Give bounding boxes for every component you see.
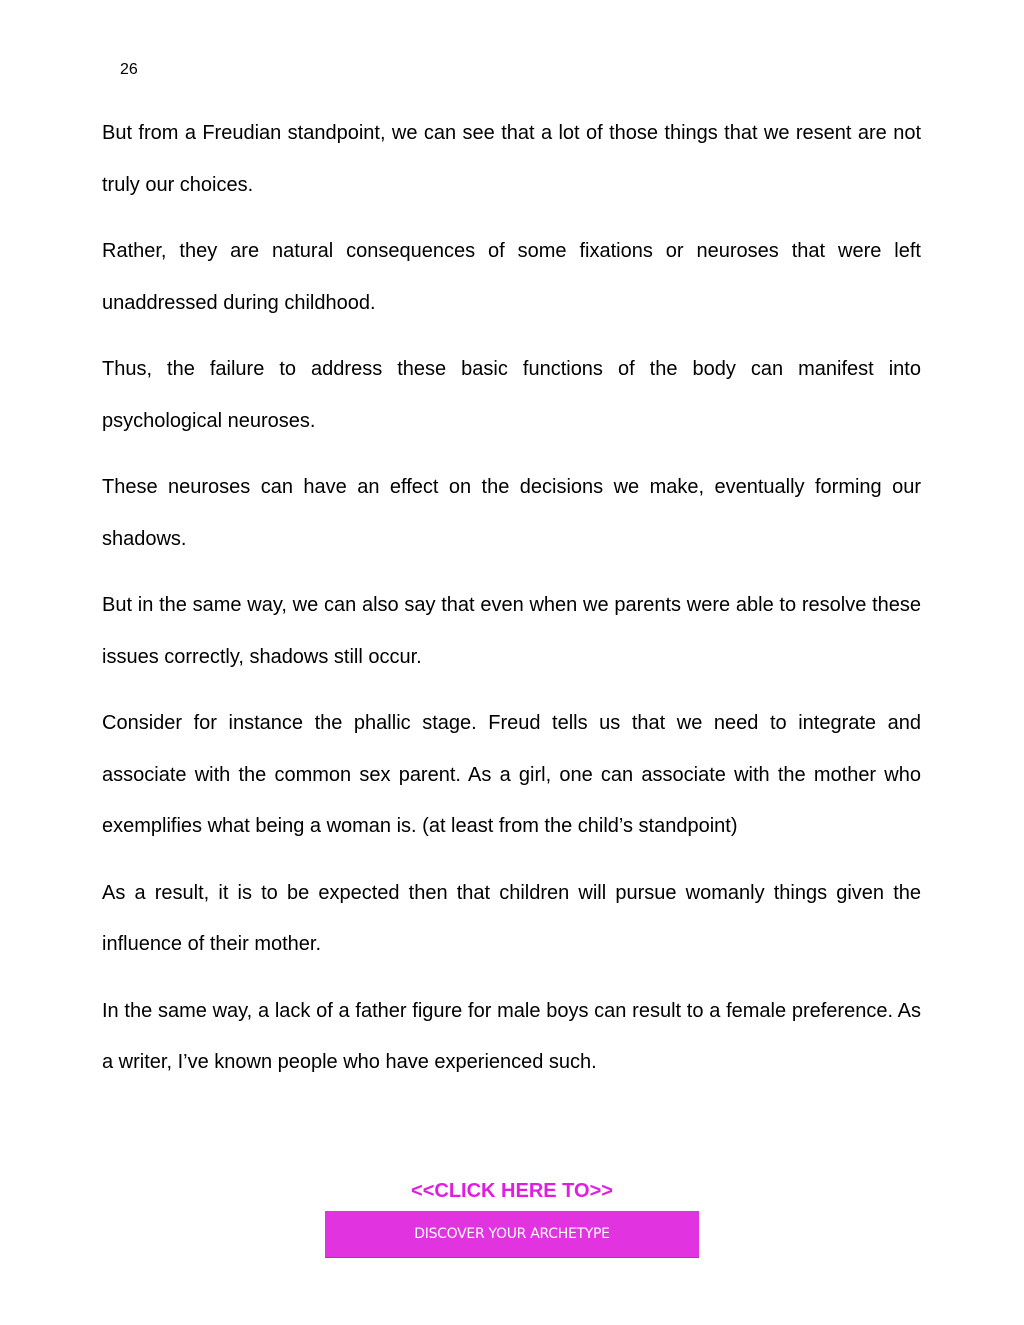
paragraph: Rather, they are natural consequences of some fixations or neuroses that were left unaddressed during childhood. — [102, 240, 921, 314]
paragraph: Thus, the failure to address these basic functions of the body can manifest into psychological neuroses. — [102, 358, 921, 432]
cta-link[interactable]: <<CLICK HERE TO>> — [411, 1180, 613, 1202]
paragraph: But in the same way, we can also say that even when we parents were able to resolve these issues correctly, shadows still occur. — [102, 594, 921, 668]
paragraph: As a result, it is to be expected then that children will pursue womanly things given the influence of their mother. — [102, 881, 921, 955]
page-number: 26 — [120, 61, 138, 78]
paragraph: These neuroses can have an effect on the decisions we make, eventually forming our shadows. — [102, 476, 921, 550]
paragraph: But from a Freudian standpoint, we can see that a lot of those things that we resent are not truly our choices. — [102, 122, 921, 196]
paragraph: In the same way, a lack of a father figure for male boys can result to a female preference. As a writer, I’ve known people who have experienced such. — [102, 999, 921, 1073]
paragraph: Consider for instance the phallic stage. Freud tells us that we need to integrate and associate with the common sex parent. As a girl, one can associate with the mother who exemplifies what being a woman is. (at least from the child’s standpoint) — [102, 712, 921, 837]
document-body — [102, 108, 921, 1104]
discover-archetype-button[interactable]: DISCOVER YOUR ARCHETYPE — [325, 1211, 699, 1257]
